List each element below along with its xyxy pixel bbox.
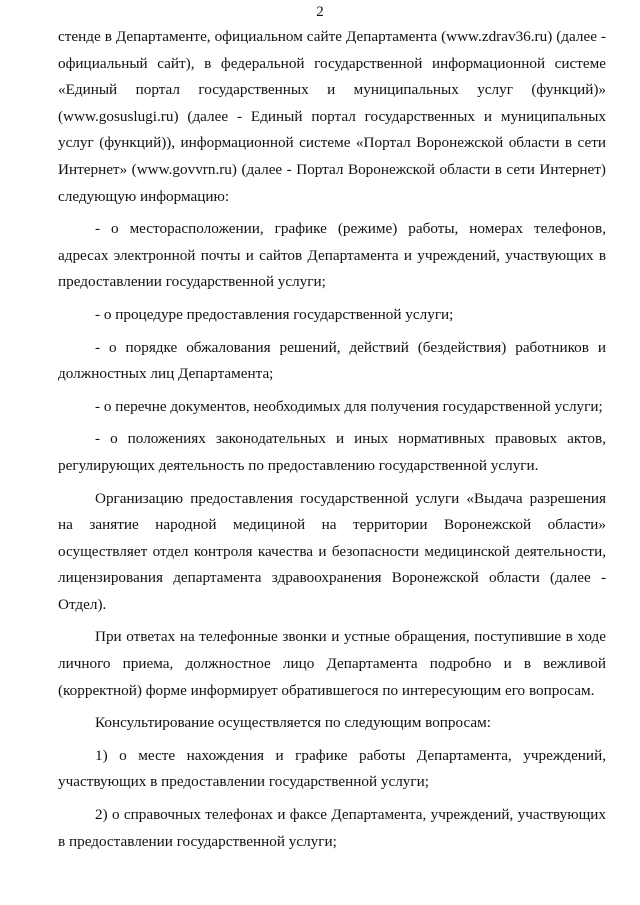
page-number: 2 [316, 4, 324, 20]
list-item-location-schedule: - о месторасположении, графике (режиме) работы, номерах телефонов, адресах электронной почты и сайтов Департамента и учреждений, участвующих в предоставлении государственной услуги; [58, 220, 606, 291]
list-item-consultation-1: 1) о месте нахождения и графике работы Департамента, учреждений, участвующих в предоставлении государственной услуги; [58, 746, 606, 791]
list-item-appeal-order: - о порядке обжалования решений, действий (бездействия) работников и должностных лиц Департамента; [58, 338, 606, 383]
list-item-procedure: - о процедуре предоставления государственной услуги; [95, 305, 454, 323]
list-item-consultation-2: 2) о справочных телефонах и факсе Департамента, учреждений, участвующих в предоставлении государственной услуги; [58, 806, 606, 850]
paragraph-info-placement: стенде в Департаменте, официальном сайте Департамента (www.zdrav36.ru) (далее - официальный сайт), в федеральной государственной информационной системе «Единый портал государственных и муниципальных услуг (функций)» (www.gosuslugi.ru) (далее - Единый портал государственных и муниципальных услуг (функций)), информационной системе «Портал Воронежской области в сети Интернет» (www.govvrn.ru) (далее - Портал Воронежской области в сети Интернет) следующую информацию: [58, 28, 606, 205]
list-item-documents: - о перечне документов, необходимых для получения государственной услуги; [95, 397, 603, 415]
list-item-legal-provisions: - о положениях законодательных и иных нормативных правовых актов, регулирующих деятельность по предоставлению государственной услуги. [58, 430, 606, 474]
paragraph-consultation-heading: Консультирование осуществляется по следующим вопросам: [95, 714, 491, 732]
paragraph-phone-inquiries: При ответах на телефонные звонки и устные обращения, поступившие в ходе личного приема, должностное лицо Департамента подробно и в вежливой (корректной) форме информирует обратившегося по интересующим его вопросам. [58, 628, 606, 699]
document-body [58, 24, 606, 855]
paragraph-organization: Организацию предоставления государственной услуги «Выдача разрешения на занятие народной медициной на территории Воронежской области» осуществляет отдел контроля качества и безопасности медицинской деятельности, лицензирования департамента здравоохранения Воронежской области (далее - Отдел). [58, 489, 606, 613]
